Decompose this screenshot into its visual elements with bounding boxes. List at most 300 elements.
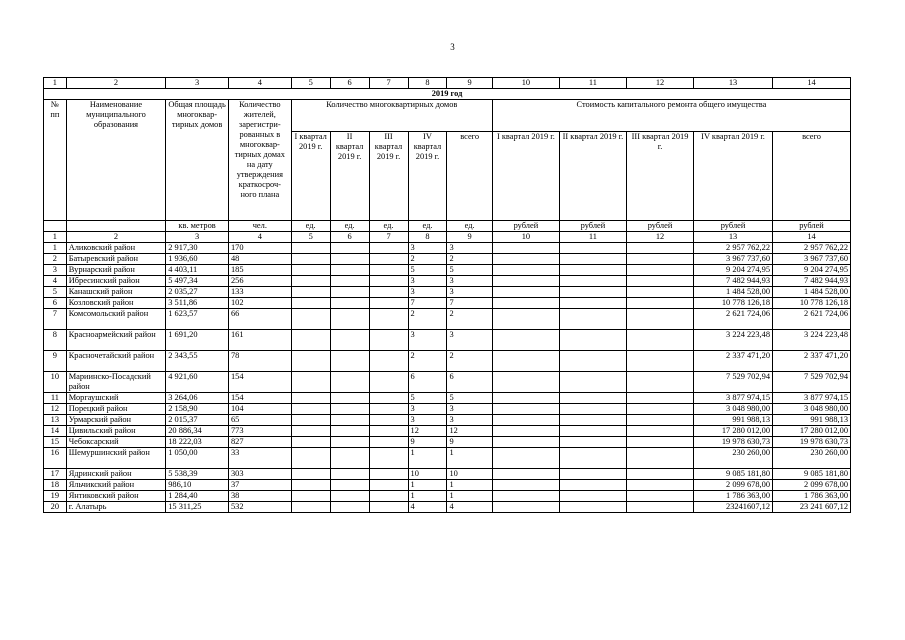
houses-q1 (291, 298, 330, 309)
header-row-1 (44, 100, 851, 132)
municipality-name: Янтиковский район (66, 491, 166, 502)
table-row (44, 298, 851, 309)
cost-q3 (626, 502, 693, 513)
residents-value: 154 (228, 372, 291, 393)
houses-q4: 2 (408, 254, 447, 265)
row-number: 3 (44, 265, 67, 276)
row-number: 2 (44, 254, 67, 265)
cost-q1 (492, 330, 559, 351)
cost-q2 (559, 393, 626, 404)
row-number: 10 (44, 372, 67, 393)
cost-q1 (492, 243, 559, 254)
residents-value: 154 (228, 393, 291, 404)
cost-q3 (626, 469, 693, 480)
table-row (44, 469, 851, 480)
cost-q2 (559, 502, 626, 513)
houses-q4: 3 (408, 276, 447, 287)
area-value: 4 921,60 (166, 372, 229, 393)
column-number: 7 (369, 232, 408, 243)
houses-q1 (291, 437, 330, 448)
unit-label: ед. (291, 221, 330, 232)
houses-q3 (369, 265, 408, 276)
cost-q2 (559, 437, 626, 448)
municipality-name: Красноармейский район (66, 330, 166, 351)
houses-q4: 1 (408, 448, 447, 469)
table-row (44, 372, 851, 393)
row-number: 16 (44, 448, 67, 469)
row-number: 8 (44, 330, 67, 351)
houses-q3 (369, 276, 408, 287)
cost-q2 (559, 415, 626, 426)
column-number: 11 (559, 78, 626, 89)
municipality-name: Канашский район (66, 287, 166, 298)
cost-q1 (492, 265, 559, 276)
table-row (44, 480, 851, 491)
cost-q4: 230 260,00 (694, 448, 773, 469)
houses-q3 (369, 393, 408, 404)
header-cost-q1: I квартал 2019 г. (492, 131, 559, 220)
cost-total: 19 978 630,73 (773, 437, 851, 448)
cost-q2 (559, 372, 626, 393)
unit-label: рублей (773, 221, 851, 232)
cost-q4: 7 482 944,93 (694, 276, 773, 287)
header-q3: III квартал 2019 г. (369, 131, 408, 220)
houses-q1 (291, 404, 330, 415)
municipality-name: Чебоксарский (66, 437, 166, 448)
residents-value: 66 (228, 309, 291, 330)
cost-q4: 23241607,12 (694, 502, 773, 513)
cost-total: 3 048 980,00 (773, 404, 851, 415)
area-value: 1 936,60 (166, 254, 229, 265)
cost-total: 1 484 528,00 (773, 287, 851, 298)
cost-total: 2 099 678,00 (773, 480, 851, 491)
cost-total: 10 778 126,18 (773, 298, 851, 309)
municipality-name: Козловский район (66, 298, 166, 309)
cost-q4: 3 967 737,60 (694, 254, 773, 265)
column-number-row (44, 78, 851, 89)
houses-q2 (330, 437, 369, 448)
column-number: 4 (228, 78, 291, 89)
houses-q3 (369, 480, 408, 491)
houses-q4: 3 (408, 415, 447, 426)
houses-total: 7 (447, 298, 492, 309)
houses-total: 3 (447, 330, 492, 351)
residents-value: 170 (228, 243, 291, 254)
houses-q1 (291, 448, 330, 469)
unit-label: рублей (626, 221, 693, 232)
year-title: 2019 год (44, 89, 851, 100)
houses-q3 (369, 351, 408, 372)
municipality-name: Мариинско-Посадский район (66, 372, 166, 393)
municipality-name: Вурнарский район (66, 265, 166, 276)
houses-q3 (369, 243, 408, 254)
cost-total: 3 877 974,15 (773, 393, 851, 404)
cost-q2 (559, 330, 626, 351)
area-value: 2 343,55 (166, 351, 229, 372)
cost-q3 (626, 330, 693, 351)
column-number: 5 (291, 78, 330, 89)
header-q2: II квартал 2019 г. (330, 131, 369, 220)
houses-q4: 4 (408, 502, 447, 513)
area-value: 2 917,30 (166, 243, 229, 254)
column-number: 10 (492, 78, 559, 89)
table-row (44, 415, 851, 426)
houses-q2 (330, 243, 369, 254)
cost-q2 (559, 448, 626, 469)
cost-q1 (492, 287, 559, 298)
residents-value: 48 (228, 254, 291, 265)
cost-total: 9 085 181,80 (773, 469, 851, 480)
area-value: 18 222,03 (166, 437, 229, 448)
area-value: 1 691,20 (166, 330, 229, 351)
table-row (44, 491, 851, 502)
cost-q3 (626, 437, 693, 448)
column-number: 9 (447, 78, 492, 89)
column-number: 13 (694, 232, 773, 243)
cost-q4: 9 204 274,95 (694, 265, 773, 276)
column-number: 3 (166, 78, 229, 89)
area-value: 1 623,57 (166, 309, 229, 330)
municipality-name: Яльчикский район (66, 480, 166, 491)
houses-total: 3 (447, 243, 492, 254)
cost-q1 (492, 351, 559, 372)
houses-q4: 5 (408, 265, 447, 276)
residents-value: 773 (228, 426, 291, 437)
houses-q4: 3 (408, 243, 447, 254)
cost-q3 (626, 309, 693, 330)
area-value: 3 511,86 (166, 298, 229, 309)
row-number: 18 (44, 480, 67, 491)
area-value: 15 311,25 (166, 502, 229, 513)
row-number: 13 (44, 415, 67, 426)
header-cost-q4: IV квартал 2019 г. (694, 131, 773, 220)
cost-q2 (559, 351, 626, 372)
houses-q2 (330, 502, 369, 513)
houses-q3 (369, 287, 408, 298)
houses-q2 (330, 415, 369, 426)
cost-q4: 2 957 762,22 (694, 243, 773, 254)
header-cost-q3: III квартал 2019 г. (626, 131, 693, 220)
area-value: 986,10 (166, 480, 229, 491)
houses-q4: 2 (408, 309, 447, 330)
row-number: 6 (44, 298, 67, 309)
houses-q1 (291, 351, 330, 372)
column-number: 12 (626, 78, 693, 89)
capital-repair-table (43, 77, 851, 513)
houses-q2 (330, 298, 369, 309)
header-num: № пп (44, 100, 67, 221)
table-row (44, 265, 851, 276)
houses-total: 5 (447, 265, 492, 276)
cost-q3 (626, 372, 693, 393)
area-value: 2 158,90 (166, 404, 229, 415)
cost-q1 (492, 254, 559, 265)
column-number: 8 (408, 232, 447, 243)
houses-total: 10 (447, 469, 492, 480)
houses-q2 (330, 448, 369, 469)
row-number: 20 (44, 502, 67, 513)
cost-total: 991 988,13 (773, 415, 851, 426)
column-number: 6 (330, 232, 369, 243)
residents-value: 65 (228, 415, 291, 426)
unit-label: рублей (492, 221, 559, 232)
column-number: 2 (66, 78, 166, 89)
residents-value: 33 (228, 448, 291, 469)
houses-total: 1 (447, 480, 492, 491)
municipality-name: Батыревский район (66, 254, 166, 265)
houses-total: 2 (447, 309, 492, 330)
municipality-name: Порецкий район (66, 404, 166, 415)
header-total: всего (447, 131, 492, 220)
table-row (44, 351, 851, 372)
houses-q2 (330, 426, 369, 437)
column-number: 7 (369, 78, 408, 89)
row-number: 11 (44, 393, 67, 404)
houses-q3 (369, 404, 408, 415)
houses-q4: 2 (408, 351, 447, 372)
header-q1: I квартал 2019 г. (291, 131, 330, 220)
cost-q3 (626, 491, 693, 502)
cost-q1 (492, 393, 559, 404)
cost-q4: 9 085 181,80 (694, 469, 773, 480)
row-number: 14 (44, 426, 67, 437)
cost-q3 (626, 415, 693, 426)
area-value: 1 284,40 (166, 491, 229, 502)
unit-label: ед. (408, 221, 447, 232)
cost-q1 (492, 404, 559, 415)
houses-q2 (330, 330, 369, 351)
cost-q1 (492, 491, 559, 502)
houses-total: 4 (447, 502, 492, 513)
cost-q2 (559, 404, 626, 415)
header-name: Наименование муниципального образования (66, 100, 166, 221)
cost-q1 (492, 502, 559, 513)
area-value: 2 035,27 (166, 287, 229, 298)
residents-value: 256 (228, 276, 291, 287)
houses-q4: 3 (408, 404, 447, 415)
cost-q2 (559, 243, 626, 254)
unit-label: кв. метров (166, 221, 229, 232)
houses-q2 (330, 351, 369, 372)
municipality-name: Шемуршинский район (66, 448, 166, 469)
row-number: 15 (44, 437, 67, 448)
houses-total: 3 (447, 415, 492, 426)
cost-q4: 1 484 528,00 (694, 287, 773, 298)
cost-total: 230 260,00 (773, 448, 851, 469)
houses-q4: 3 (408, 330, 447, 351)
cost-q1 (492, 448, 559, 469)
cost-q1 (492, 469, 559, 480)
cost-q3 (626, 351, 693, 372)
cost-total: 2 621 724,06 (773, 309, 851, 330)
houses-total: 2 (447, 254, 492, 265)
cost-q3 (626, 287, 693, 298)
houses-q1 (291, 254, 330, 265)
cost-q4: 2 621 724,06 (694, 309, 773, 330)
houses-total: 3 (447, 276, 492, 287)
houses-q1 (291, 491, 330, 502)
houses-total: 1 (447, 491, 492, 502)
cost-q4: 3 048 980,00 (694, 404, 773, 415)
houses-q4: 7 (408, 298, 447, 309)
houses-q4: 1 (408, 480, 447, 491)
cost-total: 7 482 944,93 (773, 276, 851, 287)
houses-q2 (330, 309, 369, 330)
cost-q2 (559, 298, 626, 309)
column-number: 3 (166, 232, 229, 243)
cost-q1 (492, 437, 559, 448)
cost-total: 3 224 223,48 (773, 330, 851, 351)
cost-q3 (626, 243, 693, 254)
houses-q4: 10 (408, 469, 447, 480)
table-row (44, 254, 851, 265)
column-number-row-2 (44, 232, 851, 243)
cost-q1 (492, 298, 559, 309)
houses-q1 (291, 372, 330, 393)
cost-q1 (492, 309, 559, 330)
houses-q3 (369, 415, 408, 426)
houses-q3 (369, 330, 408, 351)
houses-q4: 9 (408, 437, 447, 448)
column-number: 10 (492, 232, 559, 243)
column-number: 1 (44, 232, 67, 243)
row-number: 17 (44, 469, 67, 480)
header-area: Общая площадь многоквар-тирных домов (166, 100, 229, 221)
municipality-name: Ядринский район (66, 469, 166, 480)
houses-q2 (330, 265, 369, 276)
houses-q2 (330, 287, 369, 298)
houses-q3 (369, 469, 408, 480)
houses-q3 (369, 491, 408, 502)
units-empty (66, 221, 166, 232)
cost-q4: 2 099 678,00 (694, 480, 773, 491)
row-number: 1 (44, 243, 67, 254)
column-number: 14 (773, 232, 851, 243)
houses-total: 6 (447, 372, 492, 393)
houses-q2 (330, 480, 369, 491)
units-row (44, 221, 851, 232)
municipality-name: Красночетайский район (66, 351, 166, 372)
cost-q3 (626, 393, 693, 404)
houses-q1 (291, 330, 330, 351)
cost-q2 (559, 265, 626, 276)
cost-q2 (559, 254, 626, 265)
houses-total: 2 (447, 351, 492, 372)
houses-q1 (291, 243, 330, 254)
table-row (44, 393, 851, 404)
area-value: 5 538,39 (166, 469, 229, 480)
municipality-name: Аликовский район (66, 243, 166, 254)
header-residents: Количество жителей, зарегистри-рованных в многоквар-тирных домах на дату утверждения краткосроч-ного плана (228, 100, 291, 221)
cost-q1 (492, 480, 559, 491)
header-cost-group: Стоимость капитального ремонта общего имущества (492, 100, 850, 132)
header-q4: IV квартал 2019 г. (408, 131, 447, 220)
houses-q4: 12 (408, 426, 447, 437)
residents-value: 37 (228, 480, 291, 491)
cost-q4: 1 786 363,00 (694, 491, 773, 502)
houses-q1 (291, 469, 330, 480)
houses-q1 (291, 502, 330, 513)
unit-label: рублей (694, 221, 773, 232)
cost-q3 (626, 480, 693, 491)
cost-q3 (626, 448, 693, 469)
cost-q2 (559, 469, 626, 480)
cost-q2 (559, 287, 626, 298)
column-number: 12 (626, 232, 693, 243)
municipality-name: Моргаушский (66, 393, 166, 404)
houses-q1 (291, 287, 330, 298)
area-value: 5 497,34 (166, 276, 229, 287)
unit-label: чел. (228, 221, 291, 232)
residents-value: 532 (228, 502, 291, 513)
houses-total: 9 (447, 437, 492, 448)
column-number: 8 (408, 78, 447, 89)
row-number: 12 (44, 404, 67, 415)
houses-q4: 3 (408, 287, 447, 298)
municipality-name: Ибресинский район (66, 276, 166, 287)
table-row (44, 309, 851, 330)
cost-q4: 2 337 471,20 (694, 351, 773, 372)
table-row (44, 276, 851, 287)
cost-q1 (492, 276, 559, 287)
cost-q4: 991 988,13 (694, 415, 773, 426)
cost-total: 17 280 012,00 (773, 426, 851, 437)
cost-q3 (626, 298, 693, 309)
column-number: 9 (447, 232, 492, 243)
column-number: 4 (228, 232, 291, 243)
column-number: 2 (66, 232, 166, 243)
column-number: 11 (559, 232, 626, 243)
residents-value: 161 (228, 330, 291, 351)
houses-q1 (291, 415, 330, 426)
houses-q4: 6 (408, 372, 447, 393)
units-empty (44, 221, 67, 232)
cost-q4: 3 224 223,48 (694, 330, 773, 351)
cost-q3 (626, 276, 693, 287)
cost-q3 (626, 426, 693, 437)
cost-q4: 7 529 702,94 (694, 372, 773, 393)
houses-q4: 1 (408, 491, 447, 502)
year-row (44, 89, 851, 100)
houses-q2 (330, 469, 369, 480)
page-number: 3 (450, 42, 455, 52)
houses-q1 (291, 276, 330, 287)
houses-q3 (369, 254, 408, 265)
municipality-name: Цивильский район (66, 426, 166, 437)
column-number: 13 (694, 78, 773, 89)
unit-label: ед. (447, 221, 492, 232)
cost-total: 9 204 274,95 (773, 265, 851, 276)
houses-q1 (291, 309, 330, 330)
cost-q3 (626, 404, 693, 415)
cost-q4: 17 280 012,00 (694, 426, 773, 437)
cost-total: 1 786 363,00 (773, 491, 851, 502)
houses-q2 (330, 393, 369, 404)
area-value: 2 015,37 (166, 415, 229, 426)
cost-q2 (559, 276, 626, 287)
cost-q3 (626, 254, 693, 265)
table-row (44, 437, 851, 448)
table-row (44, 243, 851, 254)
houses-total: 1 (447, 448, 492, 469)
row-number: 9 (44, 351, 67, 372)
cost-q1 (492, 415, 559, 426)
residents-value: 38 (228, 491, 291, 502)
table-row (44, 330, 851, 351)
cost-q4: 19 978 630,73 (694, 437, 773, 448)
residents-value: 185 (228, 265, 291, 276)
cost-total: 2 957 762,22 (773, 243, 851, 254)
